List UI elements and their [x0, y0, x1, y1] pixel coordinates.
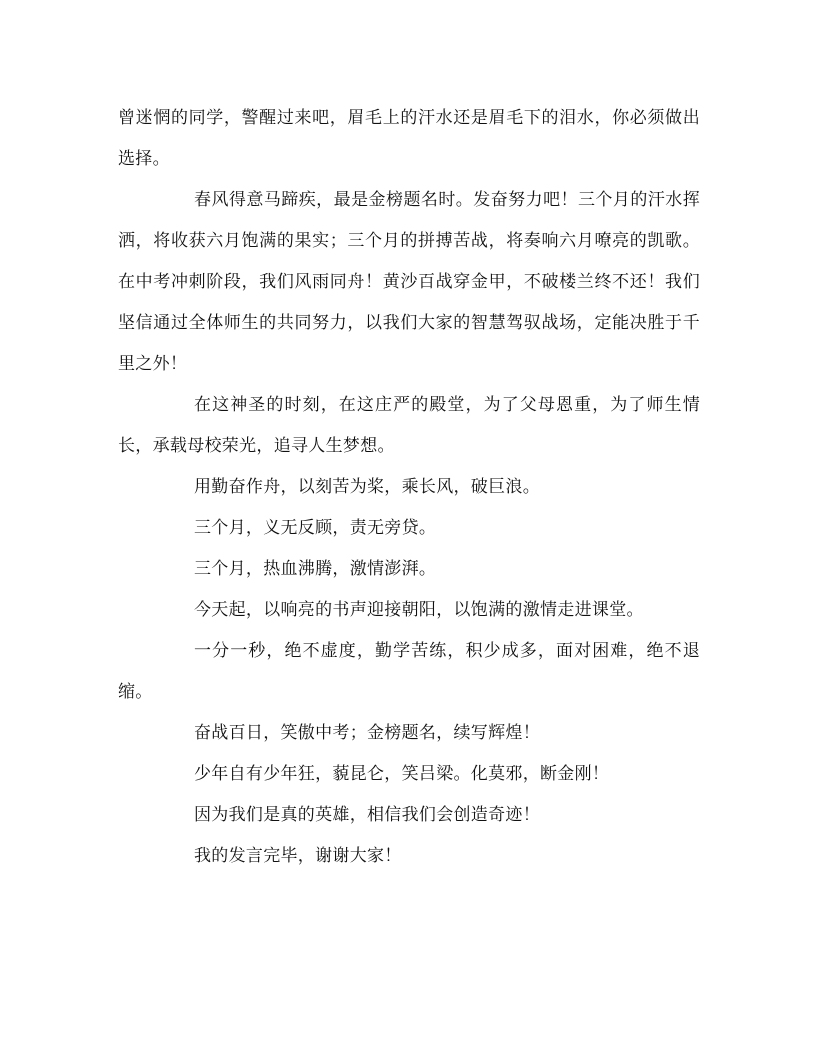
paragraph: 在这神圣的时刻，在这庄严的殿堂，为了父母恩重，为了师生情长，承载母校荣光，追寻人生梦想。 — [118, 395, 700, 456]
paragraph: 因为我们是真的英雄，相信我们会创造奇迹！ — [194, 805, 540, 825]
paragraph: 用勤奋作舟，以刻苦为桨，乘长风，破巨浪。 — [194, 477, 540, 497]
paragraph: 我的发言完毕，谢谢大家！ — [194, 846, 402, 866]
paragraph: 三个月，义无反顾，责无旁贷。 — [194, 518, 437, 538]
paragraph-continued: 曾迷惘的同学，警醒过来吧，眉毛上的汗水还是眉毛下的泪水，你必须做出选择。 — [118, 108, 700, 169]
paragraph: 春风得意马蹄疾，最是金榜题名时。发奋努力吧！三个月的汗水挥洒，将收获六月饱满的果实；三个月的拼搏苦战，将奏响六月嘹亮的凯歌。在中考冲刺阶段，我们风雨同舟！黄沙百战穿金甲，不破楼兰终不还！我们坚信通过全体师生的共同努力，以我们大家的智慧驾驭战场，定能决胜于千里之外！ — [118, 190, 700, 374]
paragraph: 一分一秒，绝不虚度，勤学苦练，积少成多，面对困难，绝不退缩。 — [118, 641, 700, 702]
document-body — [118, 98, 700, 877]
paragraph: 三个月，热血沸腾，激情澎湃。 — [194, 559, 437, 579]
paragraph: 少年自有少年狂，藐昆仑，笑吕梁。化莫邪，断金刚！ — [194, 764, 610, 784]
paragraph: 今天起，以响亮的书声迎接朝阳，以饱满的激情走进课堂。 — [194, 600, 644, 620]
paragraph: 奋战百日，笑傲中考；金榜题名，续写辉煌！ — [194, 723, 540, 743]
